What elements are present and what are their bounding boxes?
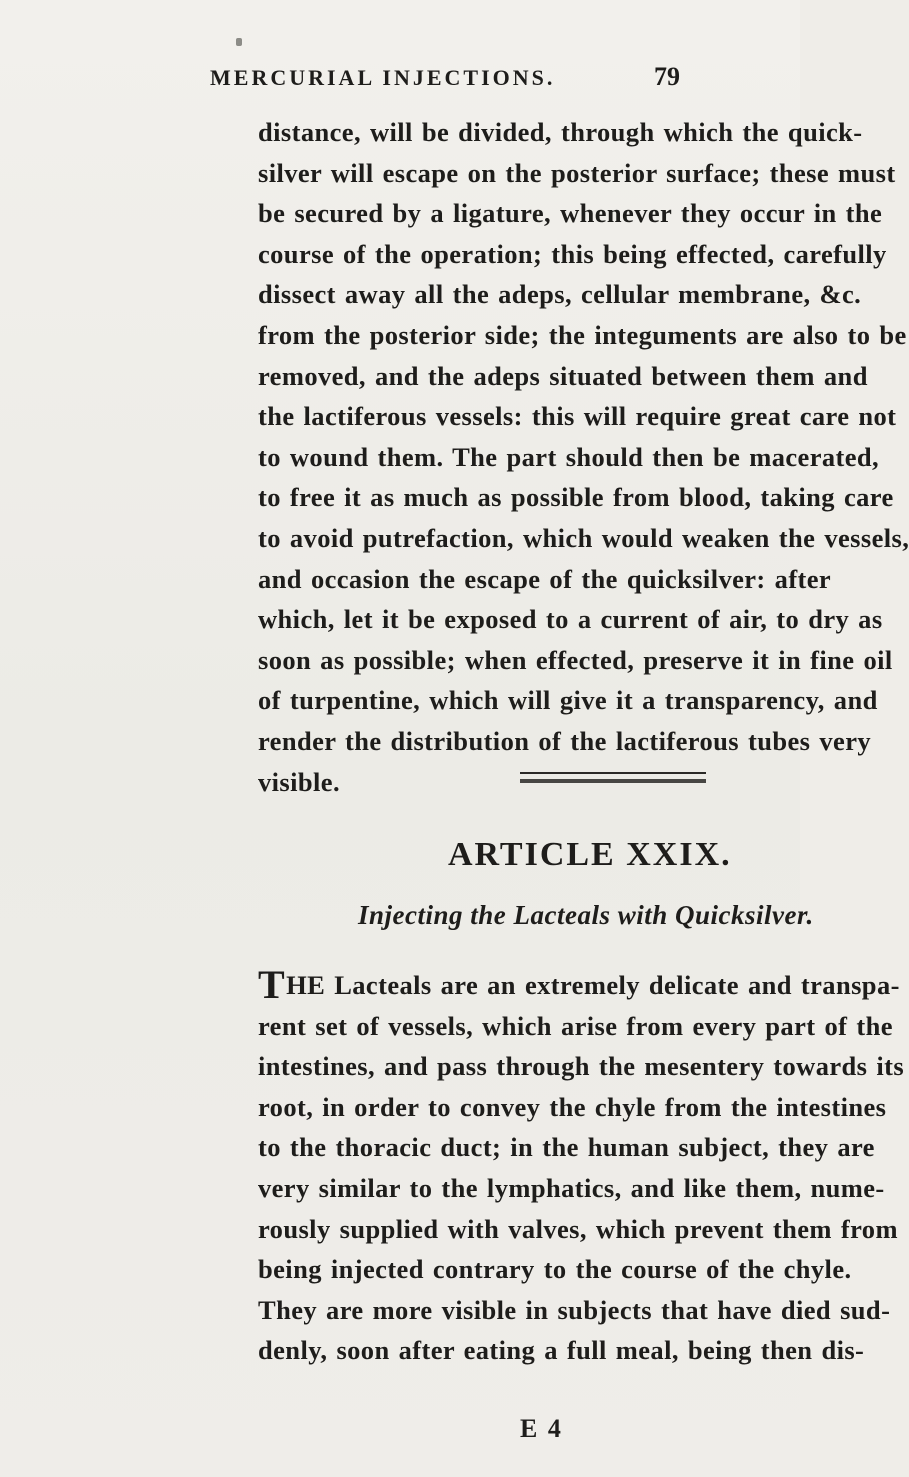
text-line: to the thoracic duct; in the human subject, they are xyxy=(258,1132,875,1163)
text-line: render the distribution of the lactiferous tubes very xyxy=(258,725,872,756)
text-line: rously supplied with valves, which prevent them from xyxy=(258,1213,898,1244)
text-line: to free it as much as possible from blood, taking care xyxy=(258,482,894,513)
divider-thin-rule xyxy=(520,772,706,774)
text-line: be secured by a ligature, whenever they occur in the xyxy=(258,198,883,229)
text-line: which, let it be exposed to a current of air, to dry as xyxy=(258,604,883,635)
text-line: removed, and the adeps situated between them and xyxy=(258,360,868,391)
text-line: denly, soon after eating a full meal, being then dis- xyxy=(258,1335,865,1366)
paragraph-1 xyxy=(258,112,909,802)
article-subtitle: Injecting the Lacteals with Quicksilver. xyxy=(358,900,814,930)
page-number: 79 xyxy=(654,62,680,91)
text-line: visible. xyxy=(258,766,340,797)
text-line: to wound them. The part should then be macerated, xyxy=(258,441,880,472)
running-head-title: MERCURIAL INJECTIONS. xyxy=(210,65,556,90)
divider-thick-rule xyxy=(520,779,706,783)
paragraph-2 xyxy=(258,962,905,1371)
text-line: They are more visible in subjects that have died sud- xyxy=(258,1294,891,1325)
text-line: to avoid putrefaction, which would weaken the vessels, xyxy=(258,522,909,553)
text-line: rent set of vessels, which arise from every part of the xyxy=(258,1010,893,1041)
section-divider xyxy=(520,772,706,784)
text-line: from the posterior side; the integuments are also to be xyxy=(258,319,907,350)
first-line-text: HE Lacteals are an extremely delicate and transpa- xyxy=(286,970,900,1000)
text-line: the lactiferous vessels: this will require great care not xyxy=(258,401,897,432)
text-line: distance, will be divided, through which the quick- xyxy=(258,117,863,147)
text-line: course of the operation; this being effected, carefully xyxy=(258,238,887,269)
text-line: silver will escape on the posterior surface; these must xyxy=(258,157,896,188)
running-head xyxy=(210,62,680,92)
text-line: of turpentine, which will give it a transparency, and xyxy=(258,685,878,716)
text-line: intestines, and pass through the mesentery towards its xyxy=(258,1051,905,1082)
text-line: very similar to the lymphatics, and like them, nume- xyxy=(258,1172,885,1203)
text-line: soon as possible; when effected, preserve it in fine oil xyxy=(258,644,893,675)
text-line-first xyxy=(258,962,900,1007)
text-line: dissect away all the adeps, cellular membrane, &c. xyxy=(258,279,862,310)
text-line: being injected contrary to the course of the chyle. xyxy=(258,1254,852,1285)
text-line: and occasion the escape of the quicksilver: after xyxy=(258,563,832,594)
drop-cap: T xyxy=(258,962,286,1007)
article-heading: ARTICLE XXIX. xyxy=(448,836,732,873)
ink-speck xyxy=(236,38,242,46)
text-line: root, in order to convey the chyle from the intestines xyxy=(258,1091,887,1122)
signature-mark: E 4 xyxy=(520,1414,563,1443)
